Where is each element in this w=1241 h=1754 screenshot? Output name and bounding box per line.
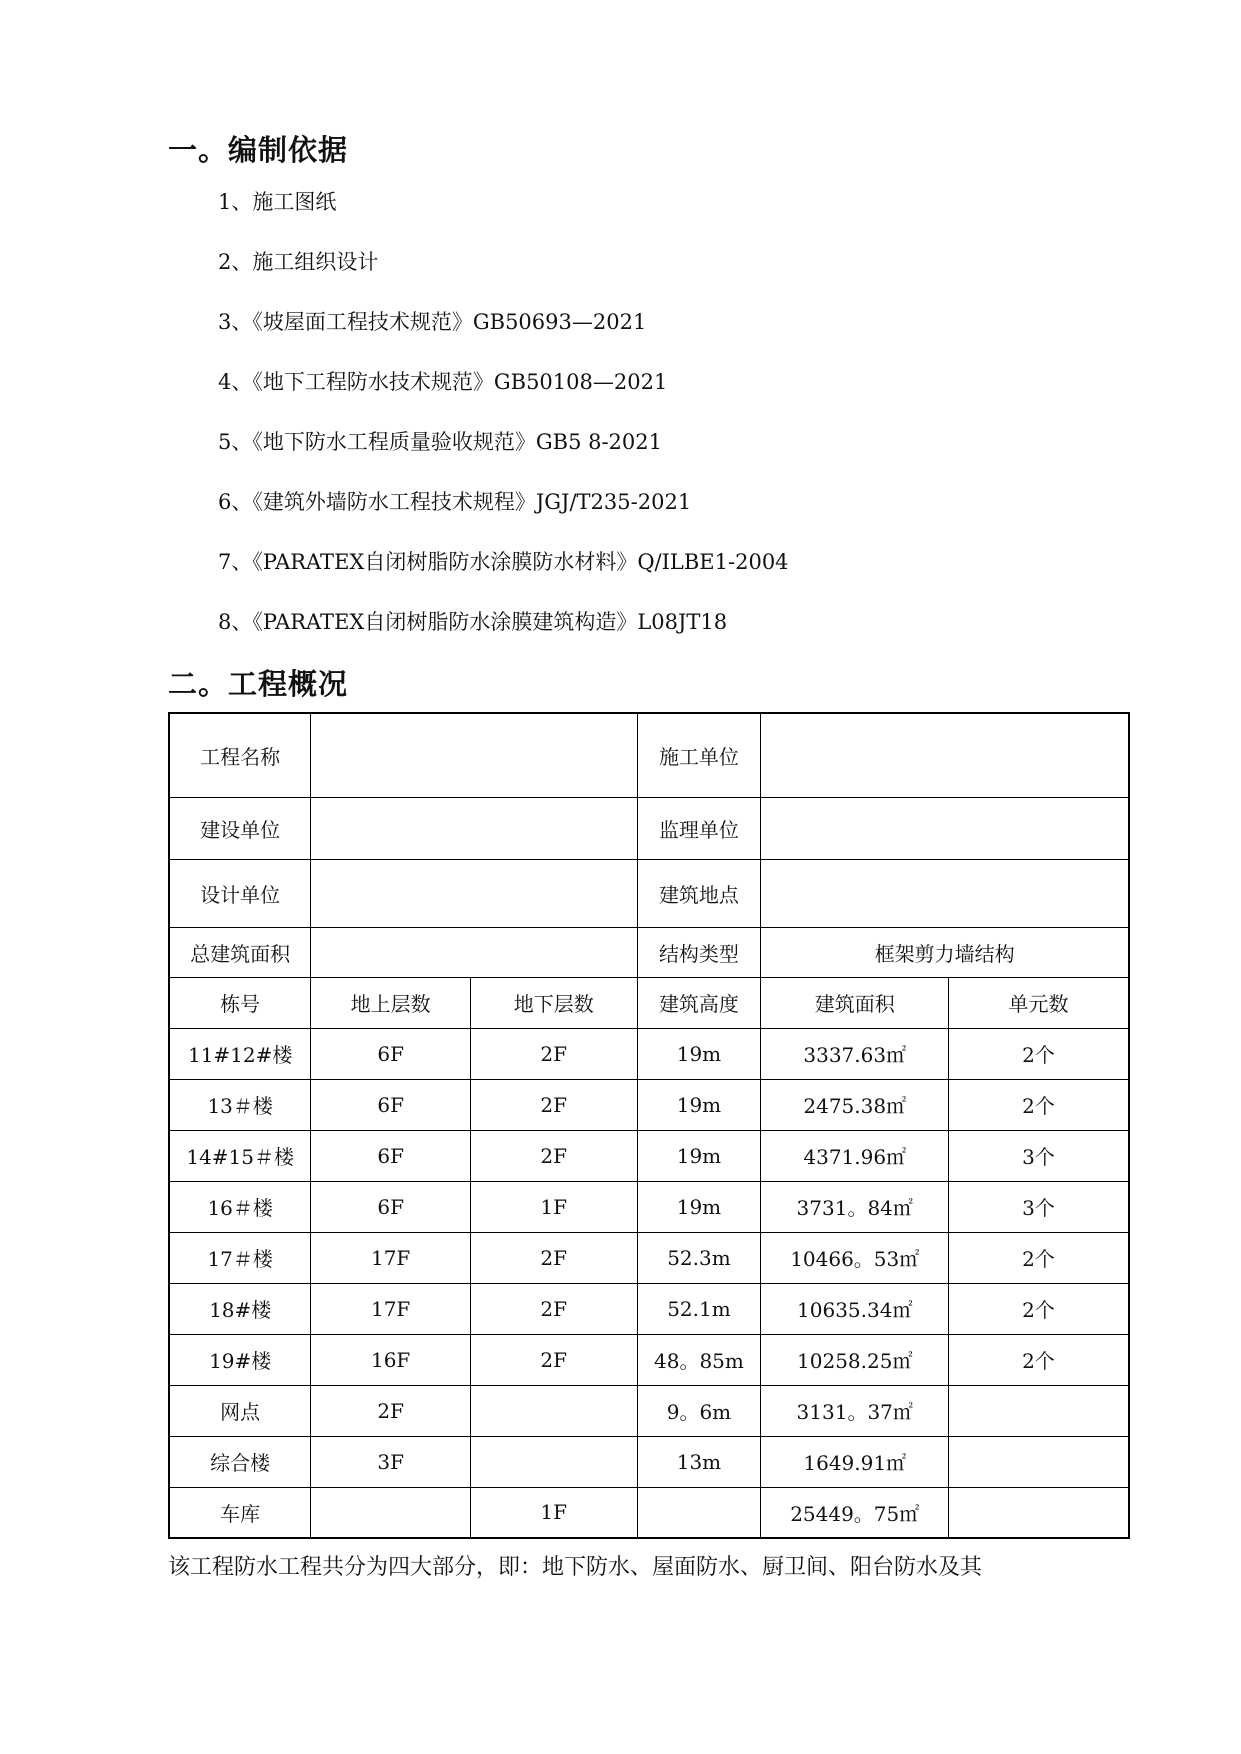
table-cell: 13＃楼 — [169, 1079, 311, 1130]
table-cell: 9。6m — [637, 1385, 761, 1436]
table-cell: 25449。75㎡ — [761, 1487, 949, 1538]
project-name-value — [311, 713, 637, 797]
info-row — [169, 859, 1129, 927]
table-cell: 2个 — [949, 1028, 1129, 1079]
table-cell: 16＃楼 — [169, 1181, 311, 1232]
table-cell: 1649.91㎡ — [761, 1436, 949, 1487]
table-cell: 2F — [311, 1385, 471, 1436]
table-row — [169, 1283, 1129, 1334]
info-row — [169, 927, 1129, 977]
structure-label: 结构类型 — [637, 927, 761, 977]
table-cell: 2个 — [949, 1232, 1129, 1283]
table-cell — [311, 1487, 471, 1538]
table-cell: 17＃楼 — [169, 1232, 311, 1283]
table-cell — [470, 1385, 637, 1436]
table-cell: 19#楼 — [169, 1334, 311, 1385]
section-title-basis: 一。编制依据 — [168, 133, 349, 167]
table-cell: 2个 — [949, 1334, 1129, 1385]
table-cell: 11#12#楼 — [169, 1028, 311, 1079]
table-row — [169, 1028, 1129, 1079]
table-cell: 10466。53㎡ — [761, 1232, 949, 1283]
table-cell: 18#楼 — [169, 1283, 311, 1334]
table-row — [169, 1130, 1129, 1181]
table-row — [169, 1385, 1129, 1436]
table-cell: 17F — [311, 1232, 471, 1283]
section-title-overview: 二。工程概况 — [168, 667, 349, 701]
location-label: 建筑地点 — [637, 859, 761, 927]
table-cell: 6F — [311, 1079, 471, 1130]
table-cell: 2475.38㎡ — [761, 1079, 949, 1130]
table-row — [169, 1079, 1129, 1130]
project-name-label: 工程名称 — [169, 713, 311, 797]
table-cell: 2F — [470, 1130, 637, 1181]
location-value — [761, 859, 1129, 927]
project-overview-table — [168, 712, 1130, 1539]
table-cell: 48。85m — [637, 1334, 761, 1385]
basis-item: 4、《地下工程防水技术规范》GB50108—2021 — [218, 370, 668, 394]
column-header: 建筑面积 — [761, 977, 949, 1028]
table-cell: 19m — [637, 1079, 761, 1130]
table-row — [169, 1181, 1129, 1232]
table-cell: 网点 — [169, 1385, 311, 1436]
table-cell: 52.3m — [637, 1232, 761, 1283]
table-cell — [949, 1436, 1129, 1487]
table-cell: 4371.96㎡ — [761, 1130, 949, 1181]
table-cell: 2F — [470, 1079, 637, 1130]
table-cell — [637, 1487, 761, 1538]
table-cell: 2F — [470, 1283, 637, 1334]
table-cell: 6F — [311, 1130, 471, 1181]
table-cell: 10635.34㎡ — [761, 1283, 949, 1334]
basis-item: 1、施工图纸 — [218, 190, 337, 214]
overview-paragraph: 该工程防水工程共分为四大部分，即：地下防水、屋面防水、厨卫间、阳台防水及其 — [168, 1555, 983, 1580]
basis-item: 8、《PARATEX自闭树脂防水涂膜建筑构造》L08JT18 — [218, 610, 728, 634]
total-area-label: 总建筑面积 — [169, 927, 311, 977]
table-cell: 19m — [637, 1130, 761, 1181]
basis-list — [218, 186, 789, 666]
column-header: 单元数 — [949, 977, 1129, 1028]
table-cell: 3731。84㎡ — [761, 1181, 949, 1232]
info-row — [169, 713, 1129, 797]
table-row — [169, 1487, 1129, 1538]
basis-item: 3、《坡屋面工程技术规范》GB50693—2021 — [218, 310, 647, 334]
owner-value — [311, 797, 637, 859]
basis-item: 7、《PARATEX自闭树脂防水涂膜防水材料》Q/ILBE1-2004 — [218, 550, 789, 574]
basis-item: 6、《建筑外墙防水工程技术规程》JGJ/T235-2021 — [218, 490, 692, 514]
column-header: 栋号 — [169, 977, 311, 1028]
table-cell: 19m — [637, 1181, 761, 1232]
table-cell: 3个 — [949, 1181, 1129, 1232]
table-cell: 2个 — [949, 1283, 1129, 1334]
table-cell: 车库 — [169, 1487, 311, 1538]
table-cell: 6F — [311, 1181, 471, 1232]
supervisor-value — [761, 797, 1129, 859]
contractor-label: 施工单位 — [637, 713, 761, 797]
table-cell — [470, 1436, 637, 1487]
table-cell: 1F — [470, 1487, 637, 1538]
table-cell — [949, 1385, 1129, 1436]
structure-value: 框架剪力墙结构 — [761, 927, 1129, 977]
table-cell: 1F — [470, 1181, 637, 1232]
table-cell: 13m — [637, 1436, 761, 1487]
column-header: 地上层数 — [311, 977, 471, 1028]
contractor-value — [761, 713, 1129, 797]
table-cell: 6F — [311, 1028, 471, 1079]
table-cell: 综合楼 — [169, 1436, 311, 1487]
table-cell: 10258.25㎡ — [761, 1334, 949, 1385]
supervisor-label: 监理单位 — [637, 797, 761, 859]
table-cell — [949, 1487, 1129, 1538]
designer-value — [311, 859, 637, 927]
table-cell: 17F — [311, 1283, 471, 1334]
table-cell: 52.1m — [637, 1283, 761, 1334]
designer-label: 设计单位 — [169, 859, 311, 927]
table-row — [169, 1334, 1129, 1385]
table-cell: 3337.63㎡ — [761, 1028, 949, 1079]
table-row — [169, 1436, 1129, 1487]
owner-label: 建设单位 — [169, 797, 311, 859]
table-cell: 3个 — [949, 1130, 1129, 1181]
table-cell: 14#15＃楼 — [169, 1130, 311, 1181]
table-cell: 19m — [637, 1028, 761, 1079]
table-cell: 2F — [470, 1028, 637, 1079]
table-cell: 2F — [470, 1232, 637, 1283]
table-cell: 2个 — [949, 1079, 1129, 1130]
table-header-row — [169, 977, 1129, 1028]
table-cell: 3F — [311, 1436, 471, 1487]
table-cell: 2F — [470, 1334, 637, 1385]
table-cell: 16F — [311, 1334, 471, 1385]
column-header: 地下层数 — [470, 977, 637, 1028]
table-row — [169, 1232, 1129, 1283]
total-area-value — [311, 927, 637, 977]
column-header: 建筑高度 — [637, 977, 761, 1028]
basis-item: 5、《地下防水工程质量验收规范》GB5 8-2021 — [218, 430, 663, 454]
basis-item: 2、施工组织设计 — [218, 250, 379, 274]
table-cell: 3131。37㎡ — [761, 1385, 949, 1436]
info-row — [169, 797, 1129, 859]
